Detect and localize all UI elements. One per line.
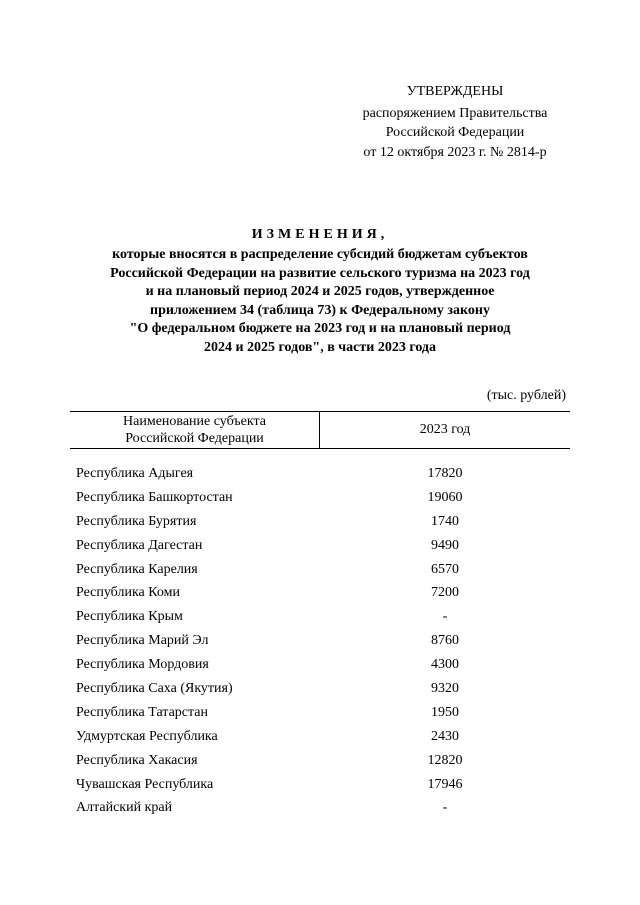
table-row (76, 534, 570, 558)
table-row (76, 462, 570, 486)
subsidy-value: 17946 (427, 776, 463, 792)
subject-name: Удмуртская Республика (76, 728, 218, 744)
approval-line-date: от 12 октября 2023 г. № 2814-р (363, 144, 547, 160)
column-header-year: 2023 год (419, 422, 471, 437)
subject-name: Республика Коми (76, 585, 180, 601)
subject-name: Республика Марий Эл (76, 633, 209, 649)
subsidy-value: 6570 (431, 561, 459, 577)
subject-name: Республика Татарстан (76, 704, 209, 720)
subject-name: Алтайский край (76, 800, 173, 816)
table-row (76, 749, 570, 773)
subject-name: Республика Саха (Якутия) (76, 681, 233, 697)
table-row (76, 677, 570, 701)
subsidy-value: 8760 (431, 633, 459, 649)
subtitle-line: приложением 34 (таблица 73) к Федеральному закону (150, 302, 490, 318)
approval-line-authority: распоряжением Правительства (362, 105, 548, 121)
table-body (76, 462, 570, 820)
table-row (76, 725, 570, 749)
table-row (76, 796, 570, 820)
subject-name: Республика Карелия (76, 561, 198, 577)
table-row (76, 605, 570, 629)
table-row (76, 629, 570, 653)
table-row (76, 486, 570, 510)
subtitle-line: и на плановый период 2024 и 2025 годов, утвержденное (145, 284, 495, 300)
subject-name: Республика Мордовия (76, 657, 209, 673)
approval-line-country: Российской Федерации (385, 125, 525, 140)
subject-name: Республика Башкортостан (76, 489, 233, 505)
subsidy-value: 17820 (427, 466, 463, 481)
subject-name: Республика Хакасия (76, 752, 198, 768)
subtitle-line: которые вносятся в распределение субсидий бюджетам субъектов (112, 247, 528, 262)
table-row (76, 773, 570, 797)
table-row (76, 510, 570, 534)
subject-name: Республика Дагестан (76, 537, 203, 553)
approval-block (350, 82, 560, 162)
subsidy-value: 4300 (431, 657, 459, 673)
subsidy-value: 9490 (431, 537, 459, 553)
subsidy-value: 2430 (431, 728, 459, 744)
subject-name: Республика Бурятия (76, 513, 197, 529)
units-label: (тыс. рублей) (486, 388, 566, 403)
table-row (76, 581, 570, 605)
column-header-subject-line: Российской Федерации (125, 431, 264, 446)
column-header-subject (70, 412, 320, 448)
table-row (76, 558, 570, 582)
document-subtitle (70, 246, 570, 358)
subject-name: Чувашская Республика (76, 776, 214, 792)
subsidy-value: 7200 (431, 585, 459, 601)
document-title: ИЗМЕНЕНИЯ, (251, 227, 389, 242)
subsidy-value: 12820 (427, 752, 463, 768)
approval-heading: УТВЕРЖДЕНЫ (406, 84, 504, 99)
subsidy-value: 19060 (427, 489, 463, 505)
subject-name: Республика Крым (76, 609, 183, 625)
column-header-subject-line: Наименование субъекта (123, 414, 266, 429)
table-row (76, 701, 570, 725)
subject-name: Республика Адыгея (76, 466, 194, 481)
subsidy-value: 9320 (431, 681, 459, 697)
subsidy-value: - (442, 609, 448, 625)
subtitle-line: "О федеральном бюджете на 2023 год и на плановый период (129, 321, 511, 337)
table-header (70, 411, 570, 449)
subtitle-line: 2024 и 2025 годов", в части 2023 года (203, 339, 437, 355)
subsidy-value: - (442, 800, 448, 816)
subsidy-value: 1950 (431, 704, 459, 720)
subsidy-value: 1740 (431, 513, 459, 529)
subtitle-line: Российской Федерации на развитие сельского туризма на 2023 год (110, 265, 530, 281)
table-row (76, 653, 570, 677)
